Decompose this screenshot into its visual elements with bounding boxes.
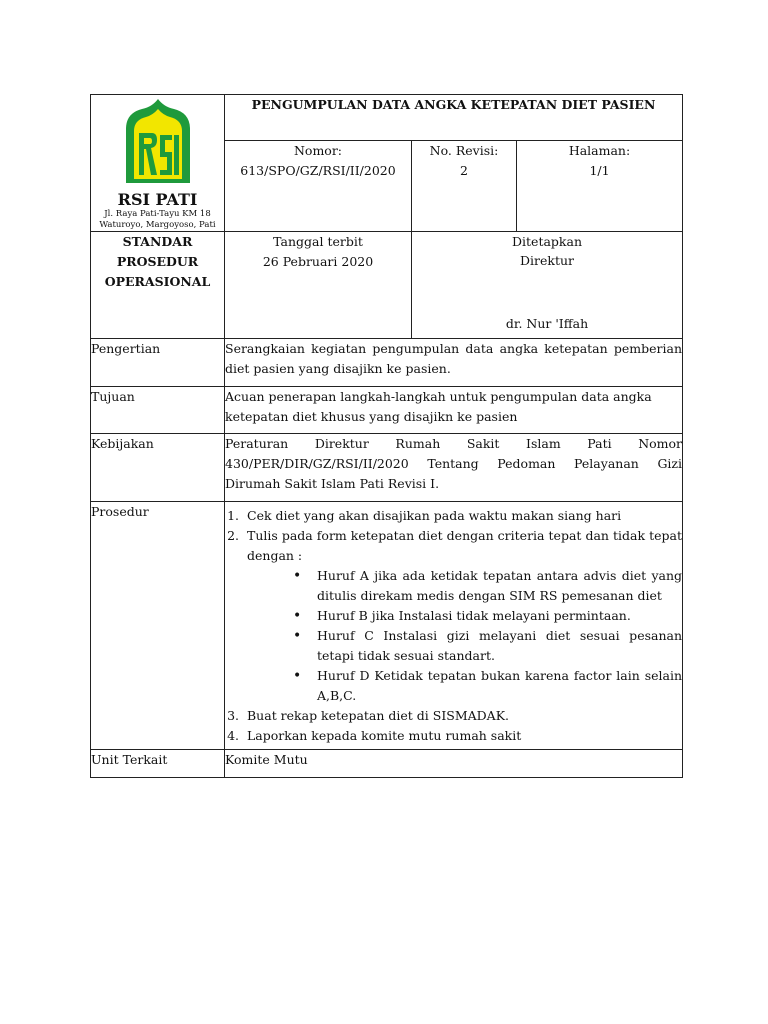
- prosedur-step-1: 1. Cek diet yang akan disajikan pada waktu makan siang hari: [243, 506, 682, 526]
- prosedur-step-3: 3. Buat rekap ketepatan diet di SISMADAK.: [243, 706, 682, 726]
- kebijakan-text: Peraturan Direktur Rumah Sakit Islam Pati Nomor 430/PER/DIR/GZ/RSI/II/2020 Tentang Pedoman Pelayanan Gizi Dirumah Sakit Islam Pati Revisi I.: [225, 434, 683, 502]
- prosedur-step-4: 4. Laporkan kepada komite mutu rumah sakit: [243, 726, 682, 746]
- halaman-value: 1/1: [589, 163, 610, 178]
- prosedur-content: [225, 502, 683, 750]
- org-name: RSI PATI: [117, 190, 198, 209]
- criteria-item: • Huruf C Instalasi gizi melayani diet sesuai pesanan tetapi tidak sesuai standart.: [293, 626, 682, 666]
- revisi-cell: [412, 141, 517, 232]
- org-address: Jl. Raya Pati-Tayu KM 18 Waturoyo, Margoyoso, Pati: [99, 209, 216, 230]
- prosedur-label: Prosedur: [91, 502, 225, 750]
- signatory-name: dr. Nur 'Iffah: [505, 316, 589, 331]
- ditetapkan-label: Ditetapkan: [512, 234, 582, 249]
- revisi-value: 2: [460, 163, 468, 178]
- criteria-item: • Huruf A jika ada ketidak tepatan antara advis diet yang ditulis direkam medis dengan SIM RS pemesanan diet: [293, 566, 682, 606]
- document-title: PENGUMPULAN DATA ANGKA KETEPATAN DIET PASIEN: [225, 95, 683, 141]
- spo-document: [90, 94, 682, 778]
- prosedur-step-2-text: Tulis pada form ketepatan diet dengan criteria tepat dan tidak tepat dengan :: [247, 528, 683, 563]
- nomor-cell: [225, 141, 412, 232]
- unit-terkait-text: Komite Mutu: [225, 750, 683, 778]
- prosedur-step-2: [243, 526, 682, 706]
- ditetapkan-cell: [412, 232, 683, 339]
- revisi-label: No. Revisi:: [429, 143, 499, 158]
- criteria-list: [247, 566, 682, 706]
- prosedur-steps: [225, 506, 682, 746]
- logo-block: [91, 95, 225, 232]
- pengertian-label: Pengertian: [91, 339, 225, 387]
- svg-text:RSI: RSI: [121, 99, 124, 100]
- halaman-label: Halaman:: [568, 143, 631, 158]
- ditetapkan-role: Direktur: [519, 253, 575, 268]
- tanggal-label: Tanggal terbit: [273, 234, 363, 249]
- criteria-item: • Huruf B jika Instalasi tidak melayani permintaan.: [293, 606, 682, 626]
- rsi-logo: [122, 99, 194, 183]
- tanggal-value: 26 Pebruari 2020: [262, 254, 374, 269]
- unit-terkait-label: Unit Terkait: [91, 750, 225, 778]
- halaman-cell: [517, 141, 683, 232]
- nomor-value: 613/SPO/GZ/RSI/II/2020: [240, 163, 396, 178]
- tujuan-text: Acuan penerapan langkah-langkah untuk pengumpulan data angka ketepatan diet khusus yang disajikn ke pasien: [225, 387, 683, 434]
- tanggal-terbit-cell: [225, 232, 412, 339]
- document-type: STANDAR PROSEDUR OPERASIONAL: [91, 232, 225, 339]
- nomor-label: Nomor:: [293, 143, 343, 158]
- spo-table: [90, 94, 683, 778]
- tujuan-label: Tujuan: [91, 387, 225, 434]
- kebijakan-label: Kebijakan: [91, 434, 225, 502]
- criteria-item: • Huruf D Ketidak tepatan bukan karena factor lain selain A,B,C.: [293, 666, 682, 706]
- pengertian-text: Serangkaian kegiatan pengumpulan data angka ketepatan pemberian diet pasien yang disajikn ke pasien.: [225, 339, 683, 387]
